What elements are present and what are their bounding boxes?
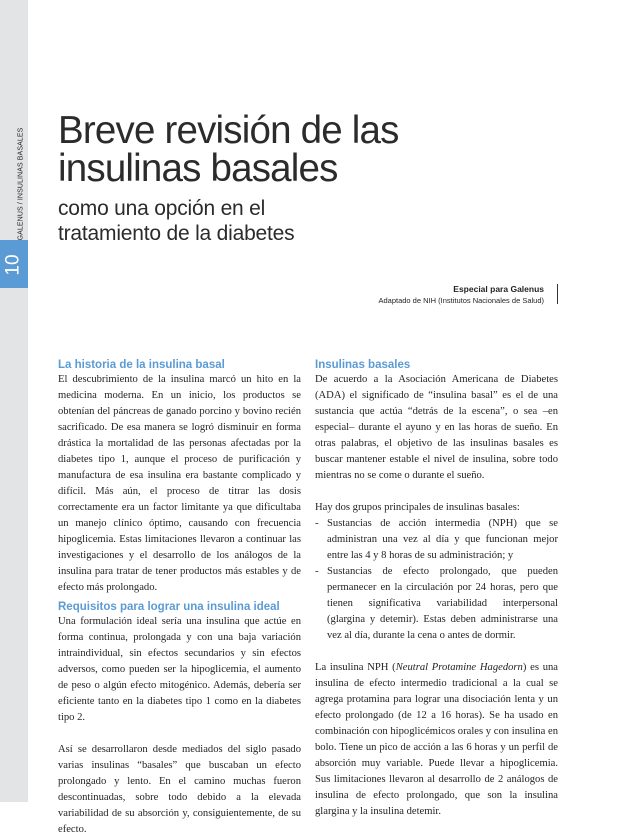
credit-divider [557, 284, 558, 304]
nph-description: ) es una insulina de efecto intermedio tradicional a la cual se agrega protamina para lograr una disociación lenta y un efecto prolongado (de 12 a 16 horas). Se ha usado en combinación con hipoglicémicos orales y con insulina en bolo. Tiene un pico de acción a las 6 horas y un perfil de absorción muy variable. Puede llevar a hipoglicemia. Sus limitaciones llevaron al desarrollo de 2 análogos de insulina de efecto prolongado, que son la insulina glargina y la insulina detemir. [315, 662, 558, 817]
nph-lead-text: La insulina NPH ( [315, 662, 396, 673]
article-credit [378, 284, 550, 306]
author: Especial para Galenus [453, 284, 544, 294]
section-label-text: GALENUS / INSULINAS BASALES [17, 127, 25, 241]
list-marker: - [315, 566, 319, 577]
page-number [2, 245, 26, 285]
list-marker: - [315, 518, 319, 529]
subtitle-line-2: tratamiento de la diabetes [58, 222, 295, 245]
heading-requirements: Requisitos para lograr una insulina ideal [58, 601, 280, 613]
left-column [58, 358, 301, 838]
list-item-text: Sustancias de acción intermedia (NPH) que se administran una vez al día y que funcionan mejor entre las 4 y 8 horas de su administración; y [327, 518, 558, 561]
source-note: Adaptado de NIH (Institutos Nacionales de Salud) [378, 296, 544, 305]
title-line-2: insulinas basales [58, 147, 338, 190]
paragraph-groups-intro: Hay dos grupos principales de insulinas basales: [315, 502, 520, 513]
paragraph-development: Así se desarrollaron desde mediados del siglo pasado varias insulinas “basales” que buscaban un efecto prolongado y lento. En el camino muchas fueron descontinuadas, sobre todo debido a la elevada variabilidad de su absorción y, consiguientemente, de su efecto. [58, 744, 301, 835]
section-label [15, 127, 27, 241]
paragraph-nph [315, 660, 558, 820]
sidebar-strip [0, 0, 28, 802]
nph-full-name: Neutral Protamine Hagedorn [395, 662, 523, 673]
title-line-1: Breve revisión de las [58, 109, 399, 152]
paragraph-ada-definition: De acuerdo a la Asociación Americana de Diabetes (ADA) el significado de “insulina basal” es el de una sustancia que actúa “detrás de la escena”, o sea –en especial– durante el ayuno y en las horas de sueño. En otras palabras, el objetivo de las insulinas basales es buscar mantener estable el nivel de insulina, sobre todo mientras no se come o durante el sueño. [315, 374, 558, 481]
insulin-groups-list [315, 516, 558, 644]
heading-basal-insulins: Insulinas basales [315, 359, 411, 371]
subtitle-line-1: como una opción en el [58, 197, 266, 220]
list-item [315, 564, 558, 644]
paragraph-requirements: Una formulación ideal sería una insulina que actúe en forma continua, prolongada y con una baja variación intraindividual, sin efectos secundarios y sin efectos adversos, como pueden ser la hipoglicemia, el aumento de peso o algún efecto mitogénico. Además, debería ser eficiente tanto en la diabetes tipo 1 como en la diabetes tipo 2. [58, 616, 301, 723]
list-item-text: Sustancias de efecto prolongado, que pueden permanecer en la circulación por 24 horas, pero que tienen significativa variabilidad interpersonal (glargina y detemir). Estas deben administrarse una vez al día, durante la cena o antes de dormir. [327, 566, 558, 641]
list-item [315, 516, 558, 564]
heading-history: La historia de la insulina basal [58, 359, 225, 371]
paragraph-history: El descubrimiento de la insulina marcó un hito en la medicina moderna. En un inicio, los productos se obtenían del páncreas de ganado porcino y bovino recién sacrificado. De esa manera se logró disminuir en forma drástica la mortalidad de las personas afectadas por la diabetes tipo 1, aunque el proceso de purificación y manufactura de esa insulina era bastante complicado y difícil. Más aún, el proceso de titrar las dosis correctamente era un factor limitante ya que dificultaba un manejo clínico óptimo, causando con frecuencia hipoglicemia. Estas limitaciones llevaron a continuar las investigaciones y el desarrollo de los análogos de la insulina para tratar de tener productos más estables y de efecto más prolongado. [58, 374, 301, 593]
right-column [315, 358, 558, 820]
article-title [58, 109, 558, 190]
article-subtitle [58, 196, 498, 246]
page-number-text: 10 [2, 254, 24, 276]
